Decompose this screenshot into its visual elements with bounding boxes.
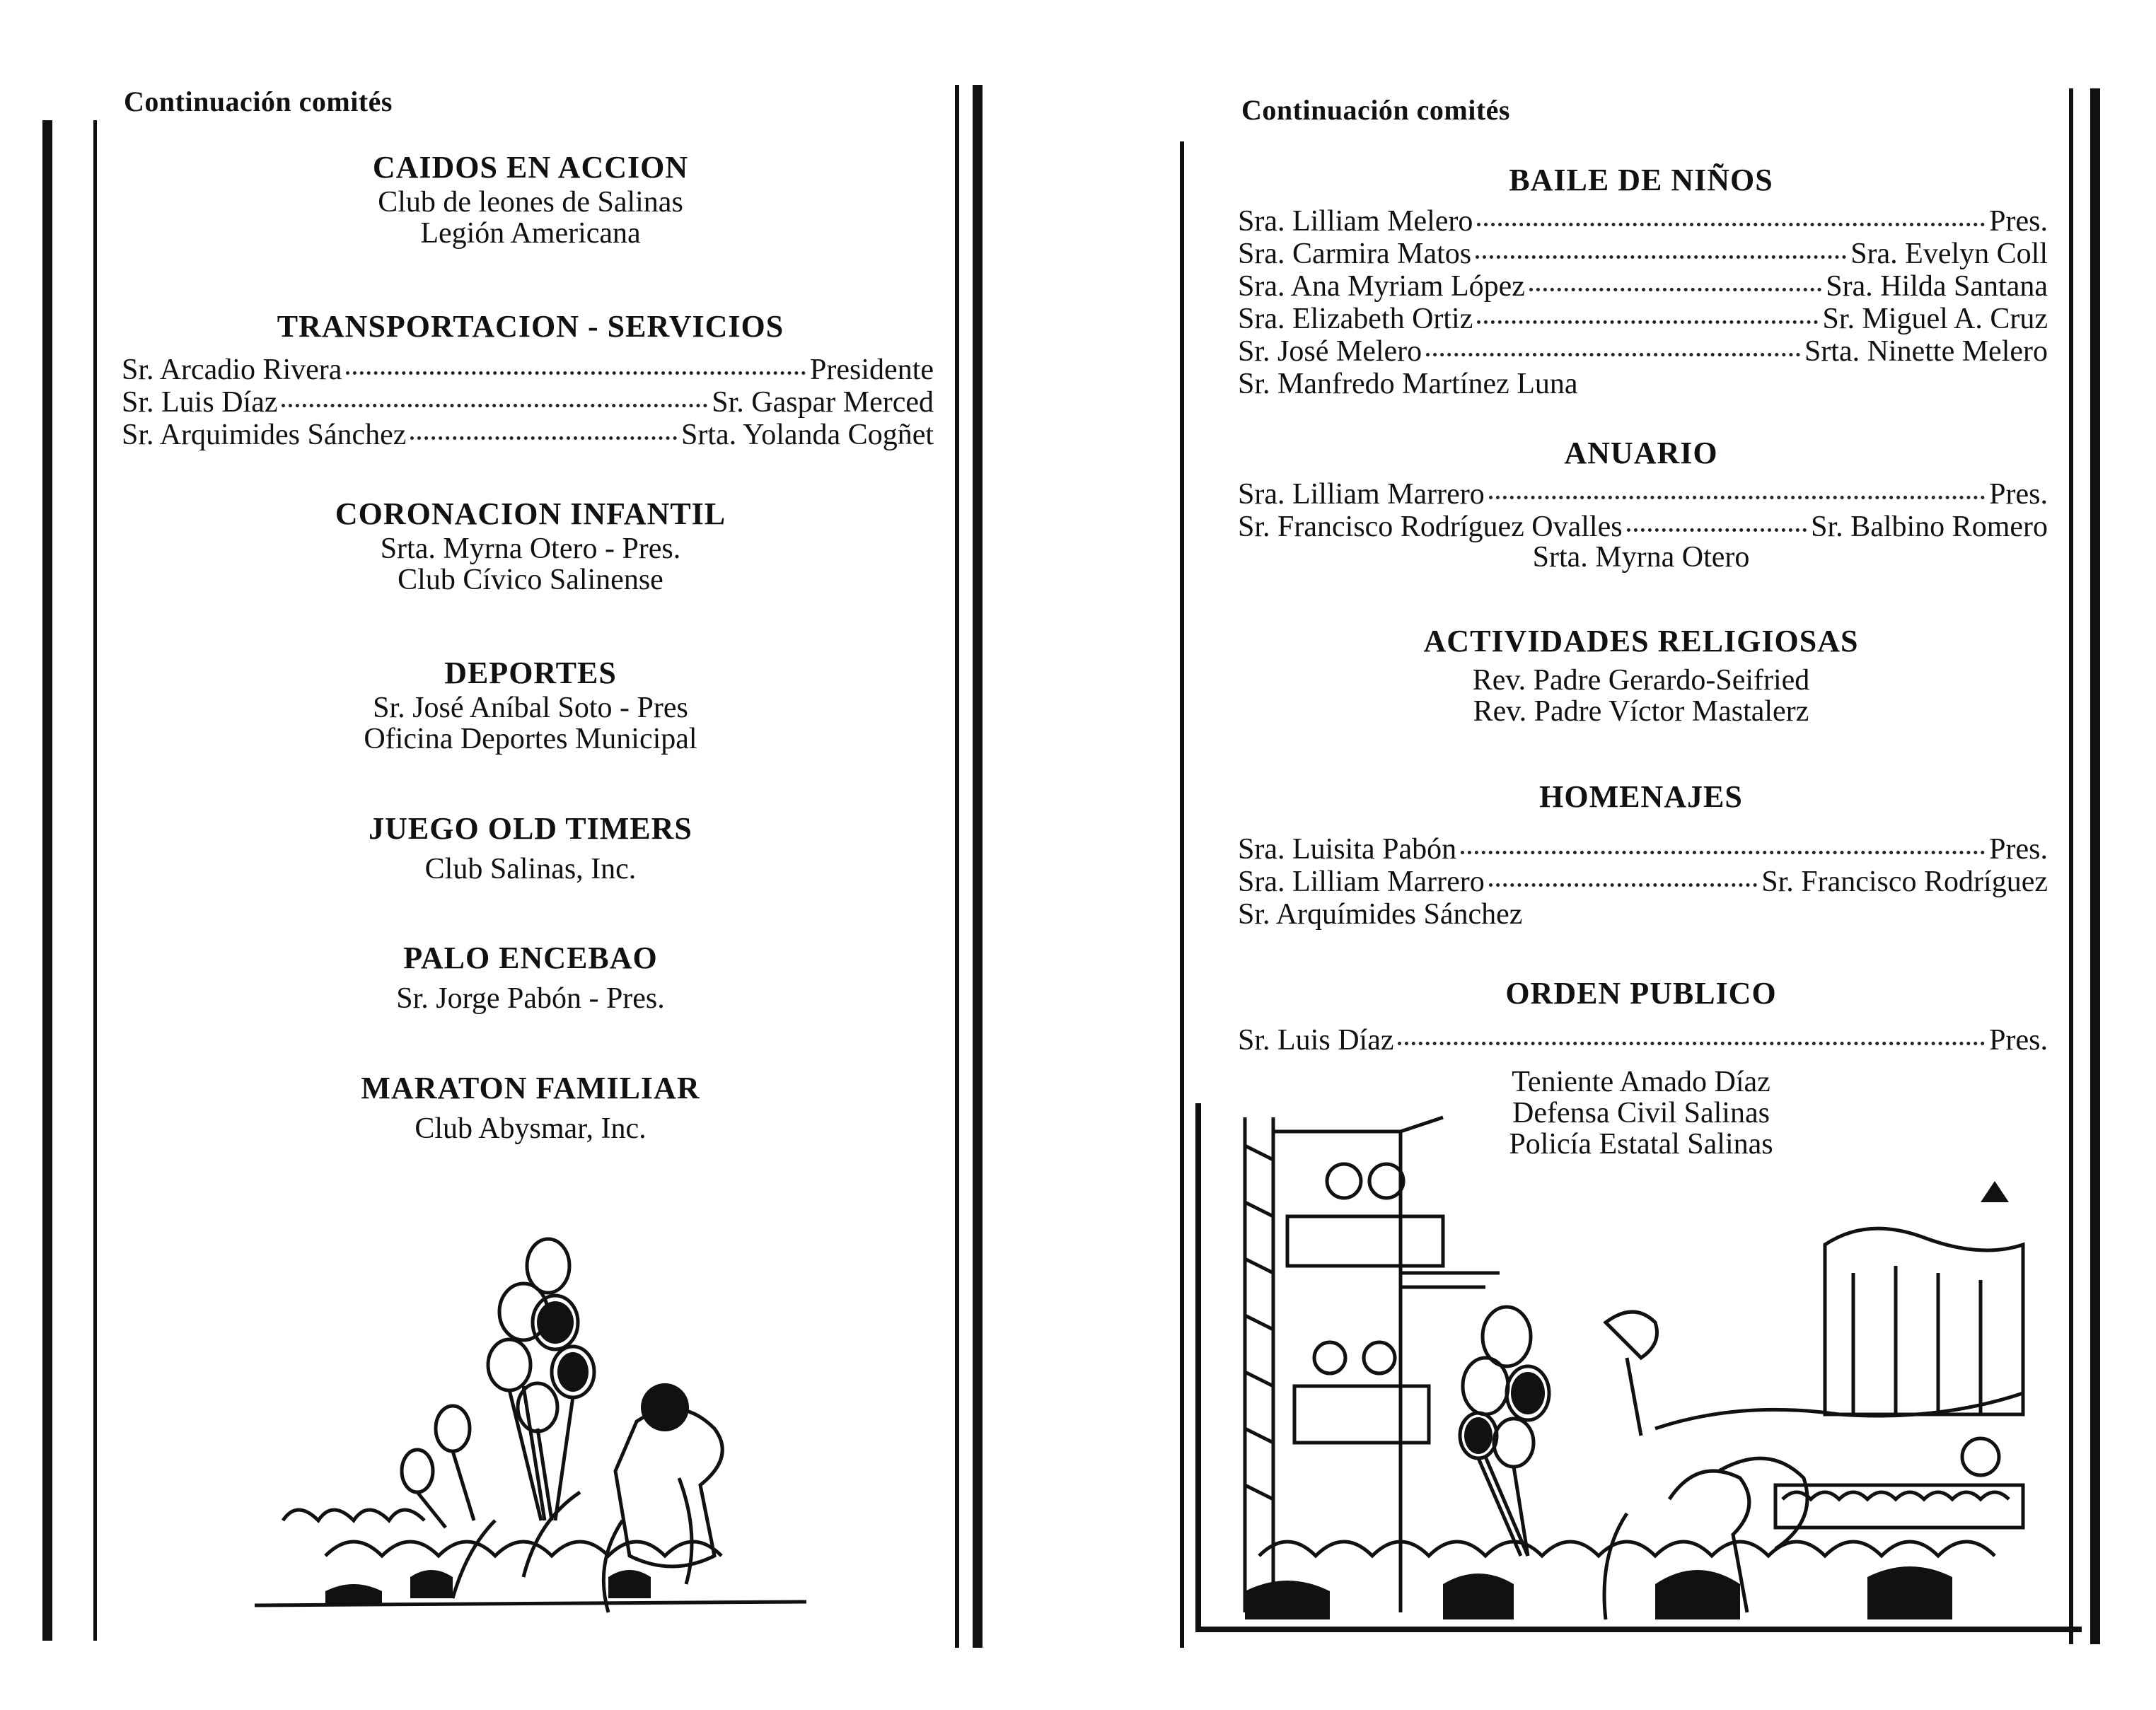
section-line: Srta. Myrna Otero	[1532, 541, 1750, 574]
member-role: Presidente	[810, 354, 934, 386]
baile-de-ninos-rows	[1238, 205, 2048, 400]
section-actividades-religiosas	[1287, 622, 1995, 727]
section-coronacion-infantil	[177, 495, 884, 595]
committee-row	[1238, 898, 2048, 931]
section-line: Club de leones de Salinas	[378, 186, 683, 219]
member-name: Sra. Lilliam Marrero	[1238, 478, 1485, 511]
member-name: Sr. Miguel A. Cruz	[1822, 303, 2048, 335]
member-name: Srta. Yolanda Cogñet	[681, 419, 934, 451]
member-name: Sra. Luisita Pabón	[1238, 833, 1457, 866]
anuario-extra-line	[1287, 542, 1995, 573]
committee-row	[1238, 478, 2048, 511]
dot-leader	[1461, 830, 1985, 854]
crowd-balloons-illustration	[240, 1223, 821, 1619]
page-header: Continuación comités	[1241, 94, 1510, 126]
homenajes-rows	[1238, 833, 2048, 931]
section-title: DEPORTES	[444, 656, 617, 690]
dot-leader	[1426, 332, 1800, 356]
left-margin-rule-thin	[93, 120, 97, 1641]
section-title: HOMENAJES	[1539, 779, 1743, 814]
section-maraton-familiar	[177, 1069, 884, 1144]
member-name: Sr. José Melero	[1238, 335, 1422, 368]
member-name: Sra. Lilliam Melero	[1238, 205, 1473, 238]
section-line: Rev. Padre Gerardo-Seifried	[1472, 664, 1810, 697]
member-name: Sr. Francisco Rodríguez Ovalles	[1238, 511, 1623, 543]
fairground-illustration	[1231, 1103, 2037, 1627]
member-name: Sra. Carmira Matos	[1238, 238, 1472, 270]
section-title: ANUARIO	[1564, 436, 1718, 470]
committee-row	[1238, 833, 2048, 866]
anuario-rows	[1238, 478, 2048, 543]
section-caidos-en-accion	[177, 149, 884, 249]
dot-leader	[346, 350, 806, 375]
dot-leader	[1476, 234, 1846, 259]
section-line: Club Abysmar, Inc.	[415, 1112, 647, 1145]
dot-leader	[1489, 862, 1758, 887]
section-title: BAILE DE NIÑOS	[1509, 163, 1773, 197]
member-role: Pres.	[1989, 205, 2048, 238]
section-line: Club Salinas, Inc.	[424, 853, 637, 885]
member-name: Sr. Gaspar Merced	[712, 386, 934, 419]
member-name: Sra. Ana Myriam López	[1238, 270, 1525, 303]
section-baile-de-ninos-title	[1287, 161, 1995, 199]
section-title: ACTIVIDADES RELIGIOSAS	[1423, 624, 1859, 658]
committee-row	[1238, 866, 2048, 898]
section-title: TRANSPORTACION - SERVICIOS	[277, 309, 784, 344]
section-title: CORONACION INFANTIL	[335, 496, 726, 531]
committee-row	[122, 386, 934, 419]
dot-leader	[1529, 267, 1821, 291]
page-header: Continuación comités	[124, 86, 393, 117]
dot-leader	[1477, 299, 1818, 324]
member-name: Sra. Lilliam Marrero	[1238, 866, 1485, 898]
member-role: Pres.	[1989, 833, 2048, 866]
left-margin-rule-thick	[42, 120, 52, 1641]
member-name: Sr. Luis Díaz	[122, 386, 278, 419]
section-line: Club Cívico Salinense	[398, 564, 663, 596]
member-name: Sra. Evelyn Coll	[1850, 238, 2048, 270]
committee-row	[1238, 1024, 2048, 1057]
section-homenajes-title	[1287, 778, 1995, 816]
committee-row	[1238, 205, 2048, 238]
dot-leader	[1489, 475, 1985, 499]
section-juego-old-timers	[177, 810, 884, 885]
committee-row	[1238, 238, 2048, 270]
section-deportes	[177, 654, 884, 755]
section-title: PALO ENCEBAO	[403, 941, 658, 975]
section-line: Oficina Deportes Municipal	[364, 723, 697, 755]
left-gutter-rule-thick	[973, 85, 983, 1648]
dot-leader	[410, 415, 677, 440]
section-line: Teniente Amado Díaz	[1512, 1066, 1770, 1098]
section-line: Defensa Civil Salinas	[1512, 1097, 1770, 1129]
section-line: Sr. José Aníbal Soto - Pres	[373, 692, 688, 724]
member-name: Sr. Arquímides Sánchez	[1238, 898, 1523, 931]
dot-leader	[1398, 1020, 1985, 1045]
right-gutter-rule-thick	[2090, 88, 2100, 1644]
section-transportacion-title	[177, 308, 884, 346]
committee-row	[1238, 511, 2048, 543]
member-name: Sra. Hilda Santana	[1826, 270, 2048, 303]
right-margin-rule-thin	[1180, 141, 1184, 1648]
section-title: JUEGO OLD TIMERS	[369, 811, 692, 846]
member-name: Sr. Balbino Romero	[1811, 511, 2048, 543]
section-orden-publico-title	[1287, 975, 1995, 1013]
member-role: Pres.	[1989, 1024, 2048, 1057]
member-name: Sr. Arcadio Rivera	[122, 354, 342, 386]
section-title: ORDEN PUBLICO	[1505, 976, 1777, 1011]
member-name: Sra. Elizabeth Ortiz	[1238, 303, 1473, 335]
right-page	[1103, 0, 2156, 1710]
section-line: Rev. Padre Víctor Mastalerz	[1473, 695, 1809, 728]
dot-leader	[1477, 202, 1985, 226]
dot-leader	[282, 383, 707, 407]
committee-row	[122, 419, 934, 451]
section-title: MARATON FAMILIAR	[361, 1071, 700, 1105]
left-gutter-rule-thin	[955, 85, 959, 1648]
member-name: Sr. Luis Díaz	[1238, 1024, 1394, 1057]
committee-row	[1238, 335, 2048, 368]
committee-row	[1238, 270, 2048, 303]
member-name: Sr. Arquimides Sánchez	[122, 419, 407, 451]
member-name: Srta. Ninette Melero	[1804, 335, 2048, 368]
left-page	[0, 0, 1033, 1710]
member-name: Sr. Manfredo Martínez Luna	[1238, 368, 1578, 400]
committee-row	[122, 354, 934, 386]
committee-row	[1238, 303, 2048, 335]
member-role: Pres.	[1989, 478, 2048, 511]
committee-row	[1238, 368, 2048, 400]
dot-leader	[1627, 507, 1807, 532]
section-line: Policía Estatal Salinas	[1509, 1128, 1773, 1161]
section-line: Srta. Myrna Otero - Pres.	[380, 533, 681, 565]
member-name: Sr. Francisco Rodríguez	[1761, 866, 2048, 898]
section-anuario-title	[1287, 434, 1995, 472]
transportacion-rows	[122, 354, 934, 451]
section-line: Sr. Jorge Pabón - Pres.	[396, 982, 665, 1015]
section-palo-encebao	[177, 939, 884, 1014]
section-line: Legión Americana	[420, 217, 641, 250]
section-title: CAIDOS EN ACCION	[372, 150, 689, 185]
orden-publico-rows	[1238, 1024, 2048, 1057]
